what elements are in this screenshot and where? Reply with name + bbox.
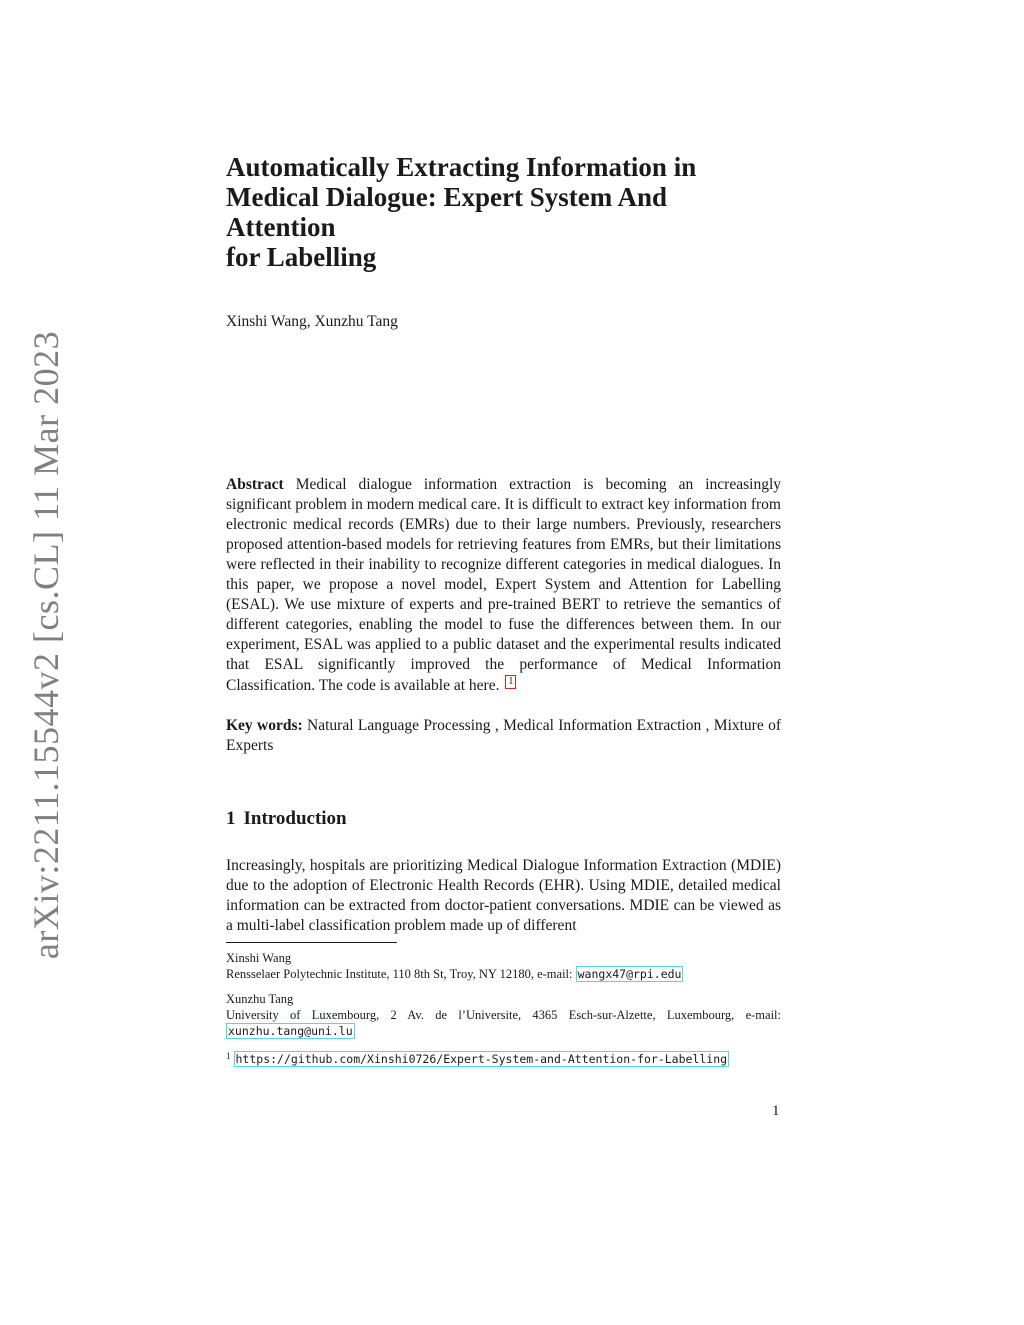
title-line-3: for Labelling — [226, 242, 377, 272]
introduction-paragraph: Increasingly, hospitals are prioritizing Medical Dialogue Information Extraction (MDIE) due to the adoption of Electronic Health Records (EHR). Using MDIE, detailed medical information can be extracted from doctor-patient conversations. MDIE can be viewed as a multi-label classification problem made up of different — [226, 857, 781, 934]
title-line-2: Medical Dialogue: Expert System And Attention — [226, 182, 667, 242]
author1-affiliation-text: Rensselaer Polytechnic Institute, 110 8th St, Troy, NY 12180, e-mail: — [226, 967, 573, 981]
author2-name: Xunzhu Tang — [226, 992, 294, 1006]
section-heading — [226, 807, 781, 831]
keywords-label: Key words: — [226, 717, 303, 734]
author2-affiliation-text: University of Luxembourg, 2 Av. de l’Universite, 4365 Esch-sur-Alzette, Luxembourg, e-mail: — [226, 1008, 781, 1022]
keywords-paragraph — [226, 716, 781, 756]
code-link-footnote-number: 1 — [226, 1051, 231, 1061]
footnotes-area — [226, 942, 781, 1076]
footnote-link-marker[interactable]: 1 — [505, 675, 516, 689]
abstract-paragraph — [226, 475, 781, 696]
abstract-label: Abstract — [226, 476, 284, 493]
author1-name: Xinshi Wang — [226, 951, 292, 965]
arxiv-identifier-stamp: arXiv:2211.15544v2 [cs.CL] 11 Mar 2023 — [26, 330, 66, 960]
author1-footnote — [226, 950, 781, 982]
section-title: Introduction — [243, 808, 347, 829]
abstract-text: Medical dialogue information extraction is becoming an increasingly significant problem in modern medical care. It is difficult to extract key information from electronic medical records (EMRs) due to their large numbers. Previously, researchers proposed attention-based models for retrieving features from EMRs, but their limitations were reflected in their inability to recognize different categories in medical dialogues. In this paper, we propose a novel model, Expert System and Attention for Labelling (ESAL). We use mixture of experts and pre-trained BERT to retrieve the semantics of different categories, enabling the model to fuse the differences between them. In our experiment, ESAL was applied to a public dataset and the experimental results indicated that ESAL significantly improved the performance of Medical Information Classification. The code is available at here. — [226, 476, 782, 694]
author1-email-link[interactable]: wangx47@rpi.edu — [577, 967, 682, 981]
author2-email-link[interactable]: xunzhu.tang@uni.lu — [228, 1024, 353, 1038]
page-number: 1 — [772, 1103, 780, 1119]
author1-affiliation — [226, 966, 781, 982]
keywords-text: Natural Language Processing , Medical Information Extraction , Mixture of Experts — [226, 717, 781, 754]
author2-footnote — [226, 991, 781, 1039]
section-number: 1 — [226, 808, 236, 829]
paper-first-page — [226, 152, 781, 936]
footnote-divider — [226, 942, 397, 943]
paper-title — [226, 152, 781, 272]
author-list: Xinshi Wang, Xunzhu Tang — [226, 313, 398, 330]
code-link-footnote — [226, 1048, 781, 1067]
title-line-1: Automatically Extracting Information in — [226, 152, 697, 182]
author2-affiliation — [226, 1007, 781, 1039]
github-repo-link[interactable]: https://github.com/Xinshi0726/Expert-System-and-Attention-for-Labelling — [235, 1052, 728, 1066]
